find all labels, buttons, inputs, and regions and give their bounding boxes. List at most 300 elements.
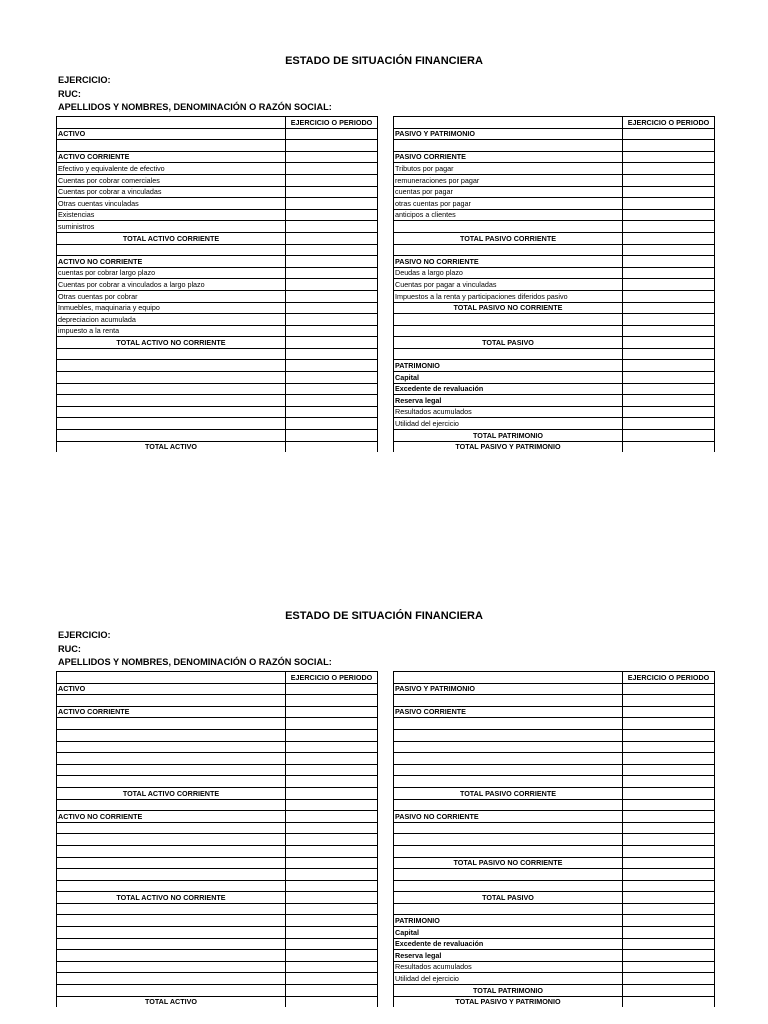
table-row bbox=[57, 706, 378, 718]
amount-cell[interactable] bbox=[623, 198, 715, 210]
account-label-cell: Resultados acumulados bbox=[394, 406, 623, 418]
table-row bbox=[57, 372, 378, 384]
table-row bbox=[394, 741, 715, 753]
table-row bbox=[57, 430, 378, 442]
table-row bbox=[394, 441, 715, 452]
table-row bbox=[394, 985, 715, 997]
account-label-cell: TOTAL PASIVO NO CORRIENTE bbox=[394, 302, 623, 314]
amount-cell[interactable] bbox=[286, 128, 378, 140]
table-row bbox=[394, 221, 715, 233]
table-row bbox=[394, 232, 715, 244]
amount-cell[interactable] bbox=[623, 256, 715, 268]
amount-cell[interactable] bbox=[286, 406, 378, 418]
account-label-cell: ACTIVO bbox=[57, 128, 286, 140]
amount-cell[interactable] bbox=[623, 753, 715, 765]
table-row bbox=[394, 383, 715, 395]
amount-cell[interactable] bbox=[286, 961, 378, 973]
account-label-cell bbox=[57, 869, 286, 881]
account-label-cell bbox=[394, 753, 623, 765]
account-label-cell: Existencias bbox=[57, 209, 286, 221]
account-label-cell bbox=[394, 764, 623, 776]
table-row bbox=[57, 441, 378, 452]
account-label-cell bbox=[57, 764, 286, 776]
amount-cell[interactable] bbox=[286, 718, 378, 730]
account-label-cell: Resultados acumulados bbox=[394, 961, 623, 973]
account-label-cell bbox=[394, 348, 623, 360]
table-row bbox=[394, 764, 715, 776]
amount-cell[interactable] bbox=[623, 834, 715, 846]
table-row bbox=[394, 337, 715, 349]
account-label-cell bbox=[57, 915, 286, 927]
amount-cell[interactable] bbox=[623, 764, 715, 776]
account-label-cell bbox=[57, 718, 286, 730]
amount-cell[interactable] bbox=[286, 741, 378, 753]
amount-cell[interactable] bbox=[623, 209, 715, 221]
account-label-cell: TOTAL PATRIMONIO bbox=[394, 985, 623, 997]
account-label-cell bbox=[394, 718, 623, 730]
amount-cell[interactable] bbox=[623, 174, 715, 186]
amount-cell[interactable] bbox=[286, 256, 378, 268]
table-row bbox=[394, 267, 715, 279]
ejercicio-label: EJERCICIO: bbox=[58, 75, 111, 85]
table-row bbox=[394, 256, 715, 268]
table-row bbox=[394, 938, 715, 950]
amount-cell[interactable] bbox=[623, 973, 715, 985]
table-row bbox=[394, 683, 715, 695]
account-label-cell bbox=[57, 903, 286, 915]
amount-cell[interactable] bbox=[286, 776, 378, 788]
amount-cell[interactable] bbox=[623, 938, 715, 950]
amount-cell[interactable] bbox=[623, 163, 715, 175]
pasivo-patrimonio-table bbox=[393, 671, 715, 1007]
amount-cell[interactable] bbox=[286, 140, 378, 152]
table-row bbox=[394, 811, 715, 823]
amount-cell[interactable] bbox=[286, 753, 378, 765]
amount-cell[interactable] bbox=[286, 787, 378, 799]
table-row bbox=[57, 418, 378, 430]
account-label-cell bbox=[57, 406, 286, 418]
table-row bbox=[394, 140, 715, 152]
account-label-cell bbox=[57, 834, 286, 846]
table-row bbox=[57, 348, 378, 360]
amount-cell[interactable] bbox=[623, 395, 715, 407]
amount-cell[interactable] bbox=[286, 302, 378, 314]
account-label-cell: Otras cuentas por cobrar bbox=[57, 290, 286, 302]
amount-cell[interactable] bbox=[623, 441, 715, 452]
table-row bbox=[394, 753, 715, 765]
account-label-cell: PASIVO CORRIENTE bbox=[394, 706, 623, 718]
table-row bbox=[57, 799, 378, 811]
account-label-cell: Excedente de revaluación bbox=[394, 383, 623, 395]
amount-cell[interactable] bbox=[623, 811, 715, 823]
amount-cell[interactable] bbox=[623, 418, 715, 430]
amount-cell[interactable] bbox=[286, 221, 378, 233]
account-label-cell bbox=[394, 776, 623, 788]
table-row bbox=[394, 695, 715, 707]
amount-cell[interactable] bbox=[623, 915, 715, 927]
account-label-cell bbox=[57, 973, 286, 985]
table-row bbox=[57, 938, 378, 950]
account-label-cell: TOTAL PASIVO Y PATRIMONIO bbox=[394, 996, 623, 1007]
amount-cell[interactable] bbox=[286, 845, 378, 857]
table-row bbox=[57, 753, 378, 765]
amount-cell[interactable] bbox=[623, 799, 715, 811]
amount-cell[interactable] bbox=[286, 174, 378, 186]
amount-cell[interactable] bbox=[623, 695, 715, 707]
account-label-cell: PASIVO Y PATRIMONIO bbox=[394, 683, 623, 695]
activo-table bbox=[56, 116, 378, 452]
amount-cell[interactable] bbox=[286, 996, 378, 1007]
table-row bbox=[57, 163, 378, 175]
amount-cell[interactable] bbox=[623, 869, 715, 881]
table-row bbox=[394, 174, 715, 186]
account-label-cell: PASIVO NO CORRIENTE bbox=[394, 256, 623, 268]
amount-cell[interactable] bbox=[623, 718, 715, 730]
amount-cell[interactable] bbox=[286, 927, 378, 939]
amount-cell[interactable] bbox=[623, 244, 715, 256]
table-row bbox=[394, 718, 715, 730]
razon-social-label: APELLIDOS Y NOMBRES, DENOMINACIÓN O RAZÓN SOCIAL: bbox=[58, 657, 332, 667]
amount-cell[interactable] bbox=[623, 706, 715, 718]
table-row bbox=[57, 764, 378, 776]
table-row bbox=[394, 151, 715, 163]
table-row bbox=[394, 927, 715, 939]
amount-cell[interactable] bbox=[286, 973, 378, 985]
account-label-cell: ACTIVO NO CORRIENTE bbox=[57, 811, 286, 823]
period-column-header: EJERCICIO O PERIODO bbox=[623, 117, 715, 129]
amount-cell[interactable] bbox=[286, 430, 378, 442]
amount-cell[interactable] bbox=[623, 430, 715, 442]
table-row bbox=[394, 186, 715, 198]
amount-cell[interactable] bbox=[286, 314, 378, 326]
amount-cell[interactable] bbox=[623, 985, 715, 997]
amount-cell[interactable] bbox=[623, 337, 715, 349]
account-label-cell: impuesto a la renta bbox=[57, 325, 286, 337]
amount-cell[interactable] bbox=[286, 244, 378, 256]
amount-cell[interactable] bbox=[623, 279, 715, 291]
amount-cell[interactable] bbox=[286, 915, 378, 927]
account-label-cell: PATRIMONIO bbox=[394, 915, 623, 927]
amount-cell[interactable] bbox=[286, 822, 378, 834]
account-label-cell bbox=[394, 695, 623, 707]
account-label-cell: PASIVO Y PATRIMONIO bbox=[394, 128, 623, 140]
account-label-cell: TOTAL PATRIMONIO bbox=[394, 430, 623, 442]
table-row bbox=[57, 186, 378, 198]
amount-cell[interactable] bbox=[286, 372, 378, 384]
account-label-cell: TOTAL PASIVO CORRIENTE bbox=[394, 787, 623, 799]
amount-cell[interactable] bbox=[286, 198, 378, 210]
account-label-cell: Impuestos a la renta y participaciones diferidos pasivo bbox=[394, 290, 623, 302]
amount-cell[interactable] bbox=[286, 880, 378, 892]
table-row bbox=[57, 267, 378, 279]
activo-table bbox=[56, 671, 378, 1007]
account-label-cell bbox=[394, 799, 623, 811]
account-label-cell: cuentas por cobrar largo plazo bbox=[57, 267, 286, 279]
table-row bbox=[57, 174, 378, 186]
account-label-cell bbox=[57, 799, 286, 811]
account-label-cell bbox=[394, 741, 623, 753]
header-row bbox=[57, 117, 378, 129]
amount-cell[interactable] bbox=[623, 325, 715, 337]
table-row bbox=[57, 985, 378, 997]
amount-cell[interactable] bbox=[286, 279, 378, 291]
amount-cell[interactable] bbox=[623, 232, 715, 244]
amount-cell[interactable] bbox=[286, 360, 378, 372]
amount-cell[interactable] bbox=[286, 903, 378, 915]
account-label-cell: TOTAL ACTIVO CORRIENTE bbox=[57, 232, 286, 244]
account-label-cell bbox=[57, 372, 286, 384]
account-label-cell bbox=[57, 383, 286, 395]
account-label-cell bbox=[57, 244, 286, 256]
ruc-label: RUC: bbox=[58, 89, 81, 99]
amount-cell[interactable] bbox=[623, 741, 715, 753]
table-row bbox=[57, 741, 378, 753]
table-row bbox=[57, 256, 378, 268]
amount-cell[interactable] bbox=[623, 950, 715, 962]
amount-cell[interactable] bbox=[623, 348, 715, 360]
table-row bbox=[394, 348, 715, 360]
account-label-cell bbox=[57, 395, 286, 407]
amount-cell[interactable] bbox=[286, 163, 378, 175]
account-label-cell: TOTAL ACTIVO NO CORRIENTE bbox=[57, 337, 286, 349]
table-row bbox=[394, 892, 715, 904]
table-row bbox=[57, 718, 378, 730]
account-label-cell bbox=[394, 834, 623, 846]
account-label-cell: cuentas por pagar bbox=[394, 186, 623, 198]
account-label-cell: remuneraciones por pagar bbox=[394, 174, 623, 186]
amount-cell[interactable] bbox=[286, 348, 378, 360]
amount-cell[interactable] bbox=[623, 406, 715, 418]
account-label-cell: otras cuentas por pagar bbox=[394, 198, 623, 210]
table-row bbox=[57, 811, 378, 823]
amount-cell[interactable] bbox=[286, 337, 378, 349]
account-label-cell bbox=[57, 822, 286, 834]
period-column-header: EJERCICIO O PERIODO bbox=[286, 672, 378, 684]
account-label-cell: Cuentas por cobrar a vinculadas bbox=[57, 186, 286, 198]
account-label-cell: Otras cuentas vinculadas bbox=[57, 198, 286, 210]
table-row bbox=[394, 834, 715, 846]
amount-cell[interactable] bbox=[286, 950, 378, 962]
account-label-cell bbox=[57, 950, 286, 962]
amount-cell[interactable] bbox=[623, 903, 715, 915]
account-label-cell: TOTAL ACTIVO CORRIENTE bbox=[57, 787, 286, 799]
amount-cell[interactable] bbox=[286, 706, 378, 718]
amount-cell[interactable] bbox=[623, 729, 715, 741]
account-label-cell: TOTAL PASIVO CORRIENTE bbox=[394, 232, 623, 244]
account-label-cell bbox=[394, 729, 623, 741]
table-row bbox=[394, 430, 715, 442]
account-label-cell: Inmuebles, maquinaria y equipo bbox=[57, 302, 286, 314]
account-label-cell: TOTAL PASIVO NO CORRIENTE bbox=[394, 857, 623, 869]
table-row bbox=[394, 973, 715, 985]
table-row bbox=[57, 857, 378, 869]
amount-cell[interactable] bbox=[286, 683, 378, 695]
amount-cell[interactable] bbox=[286, 985, 378, 997]
table-row bbox=[394, 128, 715, 140]
account-label-cell: Deudas a largo plazo bbox=[394, 267, 623, 279]
table-row bbox=[57, 903, 378, 915]
table-row bbox=[394, 776, 715, 788]
table-row bbox=[394, 706, 715, 718]
table-row bbox=[394, 244, 715, 256]
period-column-header: EJERCICIO O PERIODO bbox=[286, 117, 378, 129]
account-label-cell: PASIVO NO CORRIENTE bbox=[394, 811, 623, 823]
amount-cell[interactable] bbox=[623, 787, 715, 799]
header-blank-cell bbox=[394, 117, 623, 129]
table-row bbox=[57, 996, 378, 1007]
table-row bbox=[394, 314, 715, 326]
amount-cell[interactable] bbox=[286, 395, 378, 407]
account-label-cell: depreciacion acumulada bbox=[57, 314, 286, 326]
amount-cell[interactable] bbox=[286, 869, 378, 881]
account-label-cell bbox=[394, 244, 623, 256]
amount-cell[interactable] bbox=[286, 938, 378, 950]
amount-cell[interactable] bbox=[623, 822, 715, 834]
amount-cell[interactable] bbox=[623, 776, 715, 788]
table-row bbox=[394, 880, 715, 892]
amount-cell[interactable] bbox=[623, 186, 715, 198]
table-row bbox=[57, 927, 378, 939]
table-row bbox=[394, 903, 715, 915]
amount-cell[interactable] bbox=[286, 441, 378, 452]
amount-cell[interactable] bbox=[286, 764, 378, 776]
amount-cell[interactable] bbox=[286, 325, 378, 337]
amount-cell[interactable] bbox=[286, 857, 378, 869]
amount-cell[interactable] bbox=[623, 221, 715, 233]
header-row bbox=[57, 672, 378, 684]
table-row bbox=[394, 729, 715, 741]
sheet-title: ESTADO DE SITUACIÓN FINANCIERA bbox=[285, 55, 483, 67]
amount-cell[interactable] bbox=[623, 892, 715, 904]
amount-cell[interactable] bbox=[623, 857, 715, 869]
account-label-cell bbox=[57, 961, 286, 973]
account-label-cell: TOTAL PASIVO Y PATRIMONIO bbox=[394, 441, 623, 452]
amount-cell[interactable] bbox=[623, 961, 715, 973]
table-row bbox=[394, 822, 715, 834]
amount-cell[interactable] bbox=[623, 151, 715, 163]
ejercicio-label: EJERCICIO: bbox=[58, 630, 111, 640]
table-row bbox=[57, 683, 378, 695]
amount-cell[interactable] bbox=[623, 927, 715, 939]
account-label-cell bbox=[57, 348, 286, 360]
table-row bbox=[394, 209, 715, 221]
account-label-cell: TOTAL ACTIVO bbox=[57, 441, 286, 452]
header-blank-cell bbox=[57, 672, 286, 684]
account-label-cell: Capital bbox=[394, 927, 623, 939]
account-label-cell bbox=[394, 314, 623, 326]
amount-cell[interactable] bbox=[623, 267, 715, 279]
amount-cell[interactable] bbox=[286, 209, 378, 221]
amount-cell[interactable] bbox=[286, 695, 378, 707]
account-label-cell bbox=[57, 360, 286, 372]
account-label-cell: ACTIVO CORRIENTE bbox=[57, 151, 286, 163]
account-label-cell: PASIVO CORRIENTE bbox=[394, 151, 623, 163]
table-row bbox=[57, 869, 378, 881]
account-label-cell bbox=[57, 927, 286, 939]
amount-cell[interactable] bbox=[286, 418, 378, 430]
amount-cell[interactable] bbox=[286, 834, 378, 846]
amount-cell[interactable] bbox=[623, 128, 715, 140]
table-row bbox=[57, 695, 378, 707]
table-row bbox=[394, 325, 715, 337]
period-column-header: EJERCICIO O PERIODO bbox=[623, 672, 715, 684]
amount-cell[interactable] bbox=[623, 383, 715, 395]
table-row bbox=[57, 360, 378, 372]
amount-cell[interactable] bbox=[623, 302, 715, 314]
amount-cell[interactable] bbox=[623, 683, 715, 695]
table-row bbox=[394, 996, 715, 1007]
table-row bbox=[394, 279, 715, 291]
account-label-cell: TOTAL ACTIVO bbox=[57, 996, 286, 1007]
account-label-cell: suministros bbox=[57, 221, 286, 233]
razon-social-label: APELLIDOS Y NOMBRES, DENOMINACIÓN O RAZÓN SOCIAL: bbox=[58, 102, 332, 112]
account-label-cell bbox=[57, 776, 286, 788]
account-label-cell: TOTAL PASIVO bbox=[394, 892, 623, 904]
table-row bbox=[57, 729, 378, 741]
amount-cell[interactable] bbox=[623, 360, 715, 372]
table-row bbox=[57, 337, 378, 349]
account-label-cell bbox=[57, 430, 286, 442]
table-row bbox=[57, 244, 378, 256]
table-row bbox=[57, 151, 378, 163]
amount-cell[interactable] bbox=[286, 799, 378, 811]
account-label-cell: TOTAL ACTIVO NO CORRIENTE bbox=[57, 892, 286, 904]
amount-cell[interactable] bbox=[286, 811, 378, 823]
amount-cell[interactable] bbox=[286, 383, 378, 395]
account-label-cell: ACTIVO CORRIENTE bbox=[57, 706, 286, 718]
table-row bbox=[394, 302, 715, 314]
table-row bbox=[394, 290, 715, 302]
amount-cell[interactable] bbox=[623, 140, 715, 152]
account-label-cell bbox=[394, 325, 623, 337]
account-label-cell: Utilidad del ejercicio bbox=[394, 418, 623, 430]
amount-cell[interactable] bbox=[286, 290, 378, 302]
amount-cell[interactable] bbox=[286, 232, 378, 244]
account-label-cell: Reserva legal bbox=[394, 395, 623, 407]
table-row bbox=[394, 845, 715, 857]
amount-cell[interactable] bbox=[286, 186, 378, 198]
amount-cell[interactable] bbox=[623, 314, 715, 326]
table-row bbox=[394, 418, 715, 430]
table-row bbox=[57, 395, 378, 407]
table-row bbox=[394, 787, 715, 799]
account-label-cell bbox=[394, 880, 623, 892]
account-label-cell bbox=[57, 695, 286, 707]
amount-cell[interactable] bbox=[623, 845, 715, 857]
table-row bbox=[57, 221, 378, 233]
amount-cell[interactable] bbox=[286, 151, 378, 163]
account-label-cell bbox=[394, 221, 623, 233]
amount-cell[interactable] bbox=[623, 372, 715, 384]
table-row bbox=[57, 915, 378, 927]
amount-cell[interactable] bbox=[286, 729, 378, 741]
table-row bbox=[57, 892, 378, 904]
amount-cell[interactable] bbox=[623, 996, 715, 1007]
table-row bbox=[57, 314, 378, 326]
account-label-cell: anticipos a clientes bbox=[394, 209, 623, 221]
account-label-cell bbox=[57, 729, 286, 741]
account-label-cell bbox=[394, 869, 623, 881]
account-label-cell: Cuentas por cobrar a vinculados a largo plazo bbox=[57, 279, 286, 291]
pasivo-patrimonio-table bbox=[393, 116, 715, 452]
header-row bbox=[394, 672, 715, 684]
amount-cell[interactable] bbox=[623, 880, 715, 892]
amount-cell[interactable] bbox=[286, 892, 378, 904]
amount-cell[interactable] bbox=[623, 290, 715, 302]
table-row bbox=[394, 950, 715, 962]
table-row bbox=[394, 857, 715, 869]
amount-cell[interactable] bbox=[286, 267, 378, 279]
